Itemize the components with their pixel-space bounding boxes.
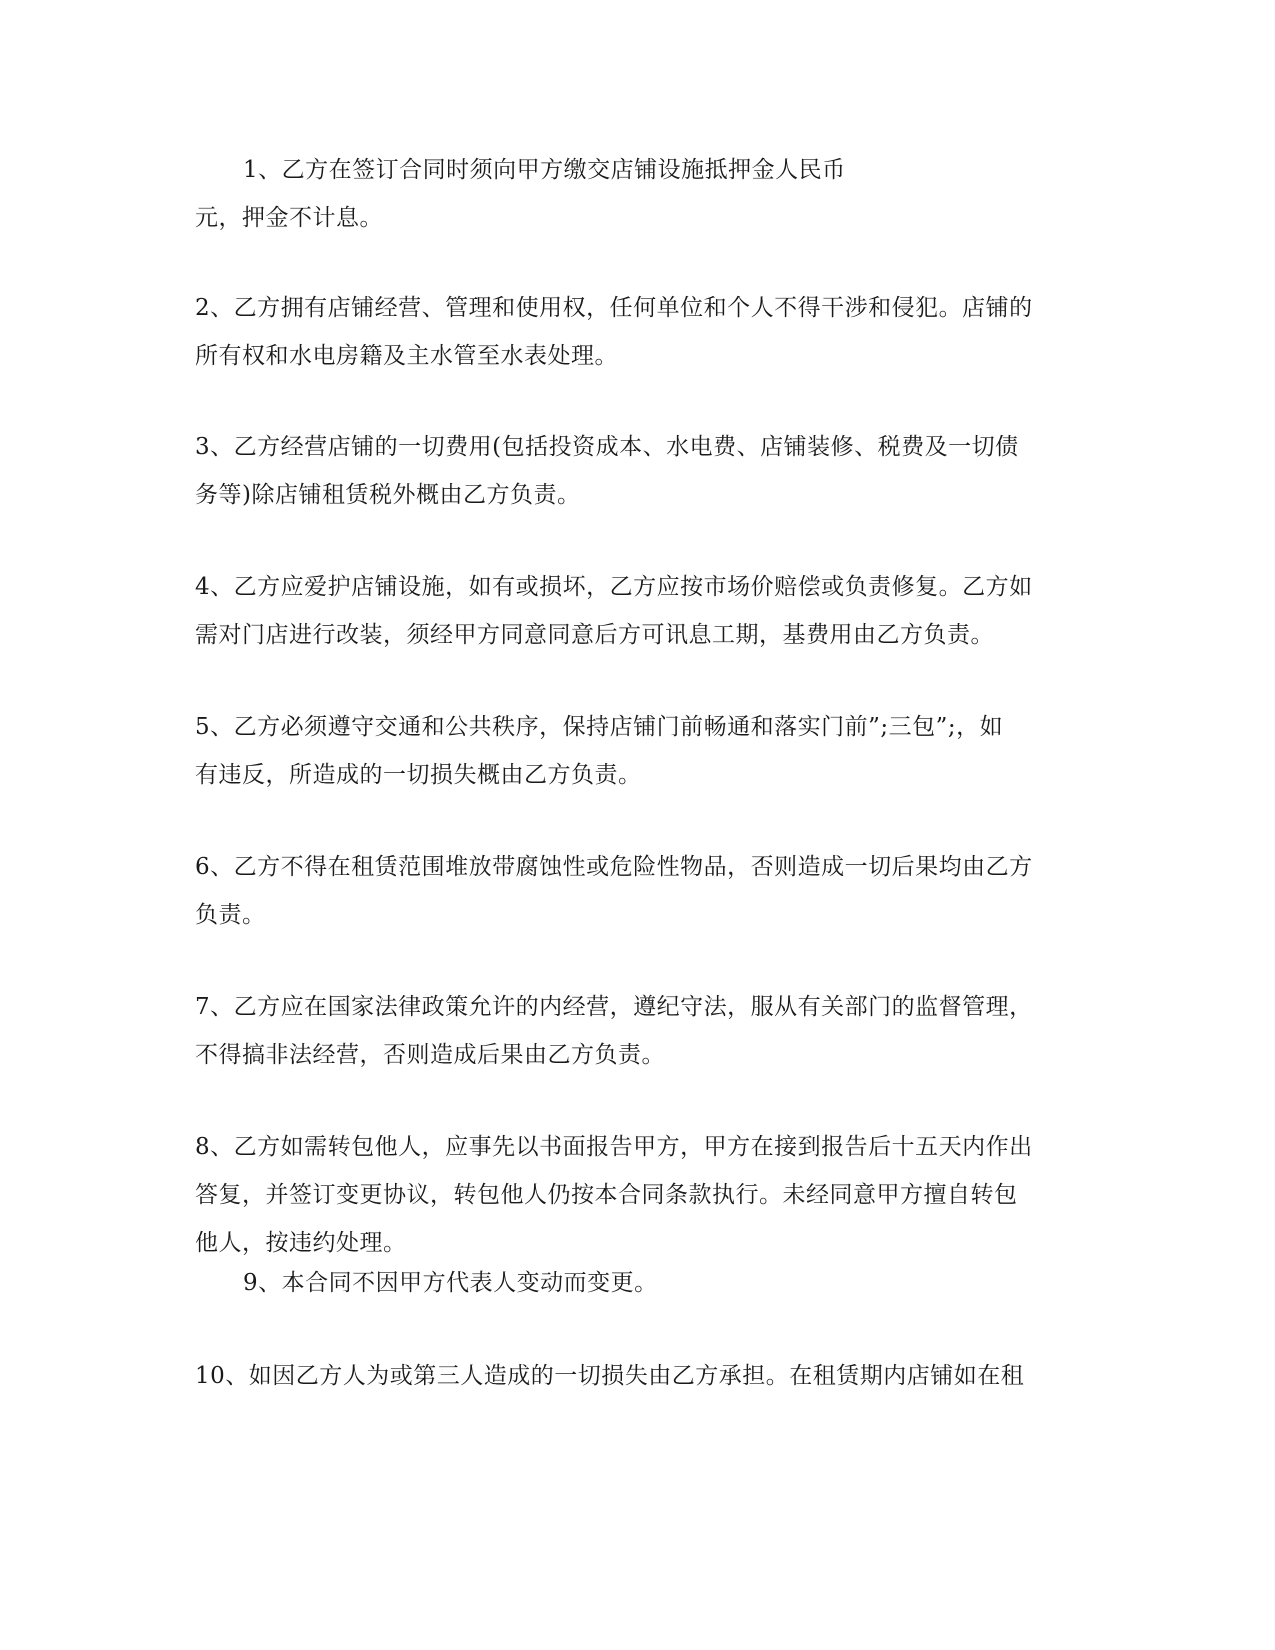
- clause-1-line-1: 1、乙方在签订合同时须向甲方缴交店铺设施抵押金人民币: [243, 157, 846, 183]
- clause-4-line-2: 需对门店进行改装，须经甲方同意同意后方可讯息工期，基费用由乙方负责。: [195, 622, 994, 648]
- clause-4-line-1: 4、乙方应爱护店铺设施，如有或损坏，乙方应按市场价赔偿或负责修复。乙方如: [195, 574, 1033, 600]
- clause-3: [195, 423, 1085, 519]
- clause-6: [195, 843, 1085, 939]
- clause-2-line-2: 所有权和水电房籍及主水管至水表处理。: [195, 343, 618, 369]
- clause-7-line-2: 不得搞非法经营，否则造成后果由乙方负责。: [195, 1042, 665, 1068]
- clause-1-line-2: 元，押金不计息。: [195, 205, 383, 231]
- clause-8-line-1: 8、乙方如需转包他人，应事先以书面报告甲方，甲方在接到报告后十五天内作出: [195, 1134, 1033, 1160]
- clause-2: [195, 284, 1085, 380]
- clause-3-line-1: 3、乙方经营店铺的一切费用(包括投资成本、水电费、店铺装修、税费及一切债: [195, 434, 1019, 460]
- clause-1: [195, 146, 1085, 242]
- clause-8-line-3: 他人，按违约处理。: [195, 1230, 407, 1256]
- clause-10-line-1: 10、如因乙方人为或第三人造成的一切损失由乙方承担。在租赁期内店铺如在租: [195, 1363, 1025, 1389]
- clause-7-line-1: 7、乙方应在国家法律政策允许的内经营，遵纪守法，服从有关部门的监督管理，: [195, 994, 1033, 1020]
- clause-5: [195, 703, 1085, 799]
- clause-10: [195, 1352, 1085, 1400]
- clause-6-line-2: 负责。: [195, 902, 266, 928]
- clause-8: [195, 1123, 1085, 1267]
- clause-9-line-1: 9、本合同不因甲方代表人变动而变更。: [243, 1270, 658, 1296]
- clause-5-line-1: 5、乙方必须遵守交通和公共秩序，保持店铺门前畅通和落实门前”;三包”;，如: [195, 714, 1004, 740]
- clause-5-line-2: 有违反，所造成的一切损失概由乙方负责。: [195, 762, 642, 788]
- clause-7: [195, 983, 1085, 1079]
- clause-4: [195, 563, 1085, 659]
- clause-9: [195, 1259, 1085, 1307]
- clause-2-line-1: 2、乙方拥有店铺经营、管理和使用权，任何单位和个人不得干涉和侵犯。店铺的: [195, 295, 1033, 321]
- clause-8-line-2: 答复，并签订变更协议，转包他人仍按本合同条款执行。未经同意甲方擅自转包: [195, 1182, 1018, 1208]
- clause-3-line-2: 务等)除店铺租赁税外概由乙方负责。: [195, 482, 581, 508]
- clause-6-line-1: 6、乙方不得在租赁范围堆放带腐蚀性或危险性物品，否则造成一切后果均由乙方: [195, 854, 1033, 880]
